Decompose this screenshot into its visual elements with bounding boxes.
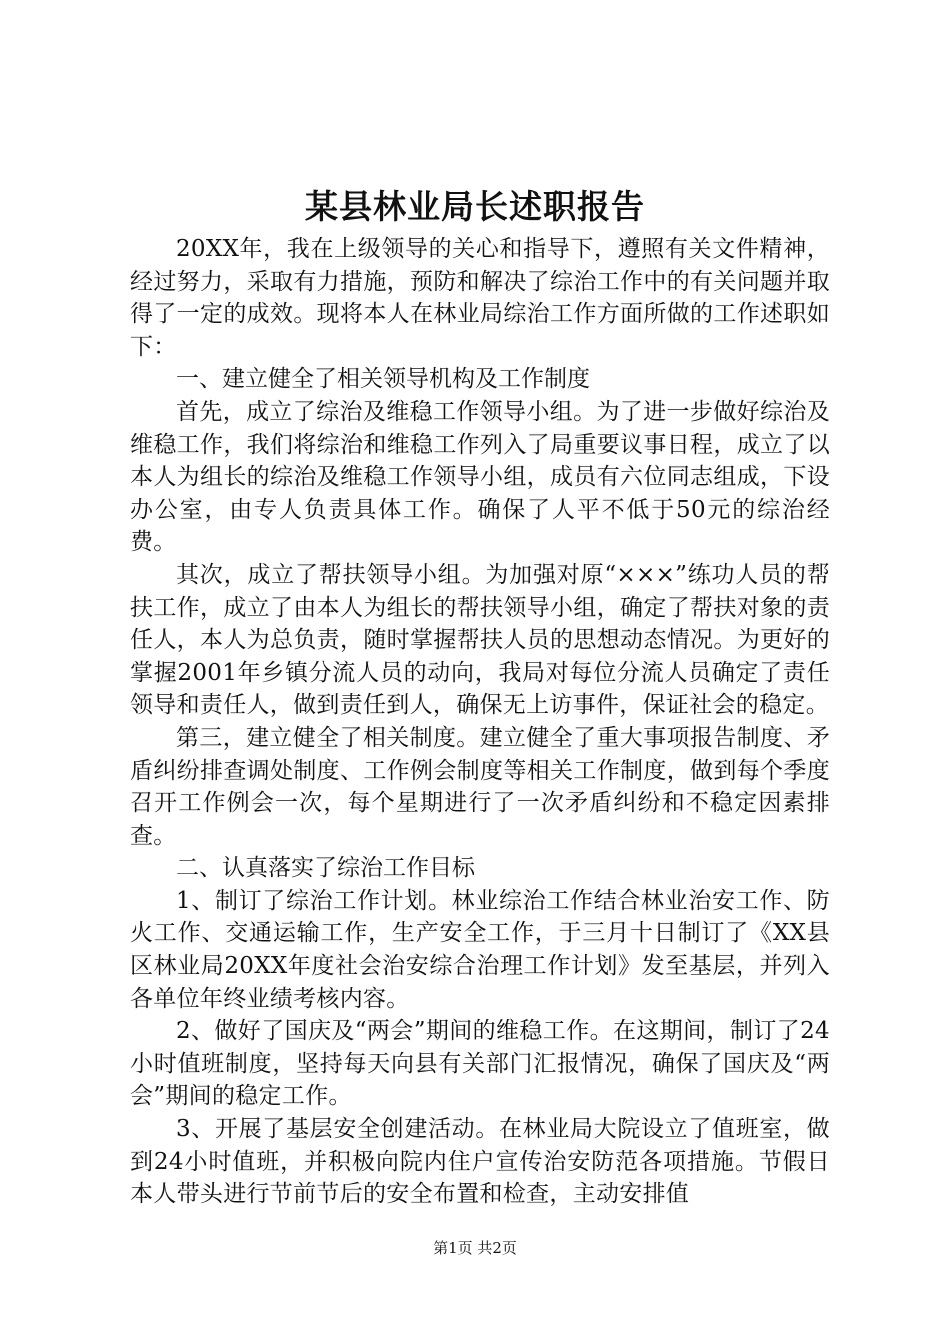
paragraph-second: 其次，成立了帮扶领导小组。为加强对原“×××”练功人员的帮扶工作，成立了由本人为组长的帮扶领导小组，确定了帮扶对象的责任人，本人为总负责，随时掌握帮扶人员的思想动态情况。为更好的掌握2001年乡镇分流人员的动向，我局对每位分流人员确定了责任领导和责任人，做到责任到人，确保无上访事件，保证社会的稳定。 [130,561,830,719]
document-title: 某县林业局长述职报告 [305,187,645,226]
paragraph-intro: 20XX年，我在上级领导的关心和指导下，遵照有关文件精神，经过努力，采取有力措施，预防和解决了综治工作中的有关问题并取得了一定的成效。现将本人在林业局综治工作方面所做的工作述职如下： [130,236,830,360]
document-body [130,233,830,1211]
paragraph-first: 首先，成立了综治及维稳工作领导小组。为了进一步做好综治及维稳工作，我们将综治和维稳工作列入了局重要议事日程，成立了以本人为组长的综治及维稳工作领导小组，成员有六位同志组成，下设办公室，由专人负责具体工作。确保了人平不低于50元的综治经费。 [130,398,830,556]
paragraph-item-1: 1、制订了综治工作计划。林业综治工作结合林业治安工作、防火工作、交通运输工作，生产安全工作，于三月十日制订了《XX县区林业局20XX年度社会治安综合治理工作计划》发至基层，并列入各单位年终业绩考核内容。 [130,887,830,1012]
paragraph-third: 第三，建立健全了相关制度。建立健全了重大事项报告制度、矛盾纠纷排查调处制度、工作例会制度等相关工作制度，做到每个季度召开工作例会一次，每个星期进行了一次矛盾纠纷和不稳定因素排查。 [130,724,830,849]
paragraph-item-2: 2、做好了国庆及“两会”期间的维稳工作。在这期间，制订了24小时值班制度，坚持每天向县有关部门汇报情况，确保了国庆及“两会”期间的稳定工作。 [130,1018,830,1110]
section-heading-1: 一、建立健全了相关领导机构及工作制度 [176,366,590,393]
page-footer: 第1页 共2页 [433,1239,517,1257]
section-heading-2: 二、认真落实了综治工作目标 [176,855,475,882]
paragraph-item-3: 3、开展了基层安全创建活动。在林业局大院设立了值班室，做到24小时值班，并积极向院内住户宣传治安防范各项措施。节假日本人带头进行节前节后的安全布置和检查，主动安排值 [130,1116,830,1208]
